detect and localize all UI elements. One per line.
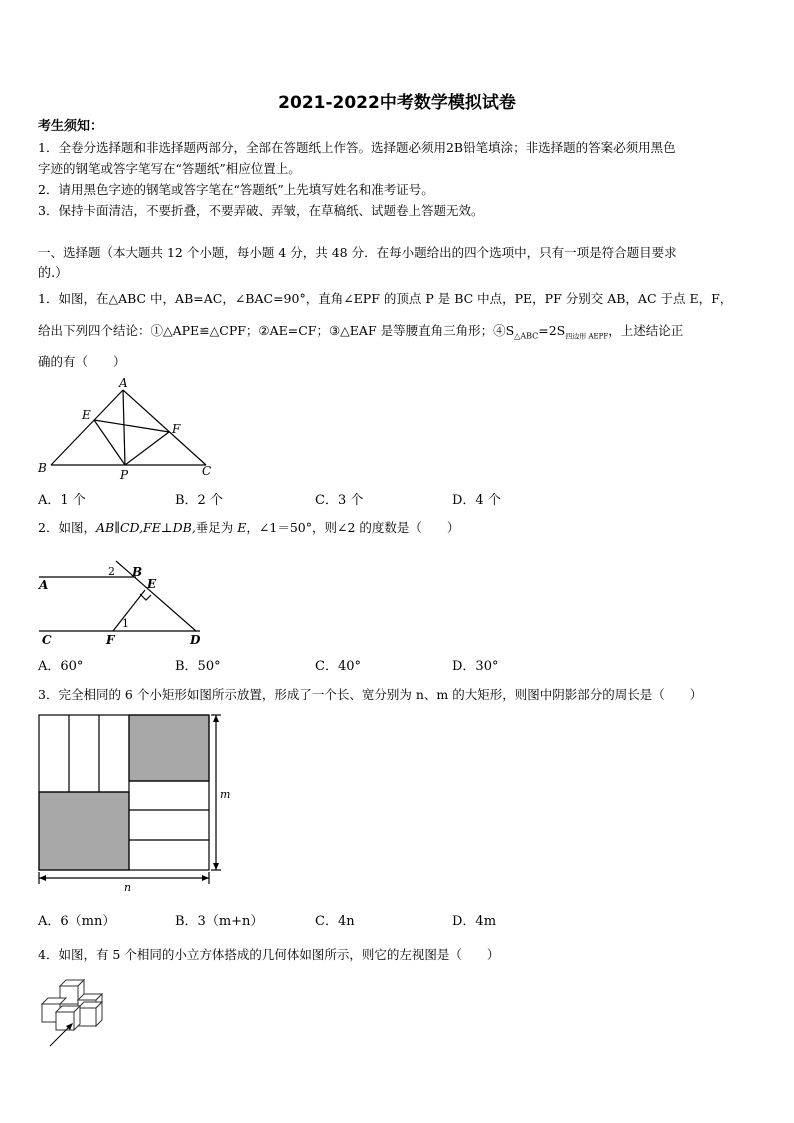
q1-option-d: D．4 个: [452, 493, 501, 508]
q2-math: E: [233, 520, 247, 535]
q1-option-c: C．3 个: [315, 493, 364, 508]
q2-label-d: D: [190, 633, 201, 647]
q3-shaded-rect: [39, 792, 129, 870]
q2-text-part: 2．如图，: [38, 520, 96, 535]
q2-text-part: 垂足为: [195, 520, 234, 535]
q3-text: 3．完全相同的 6 个小矩形如图所示放置，形成了一个长、宽分别为 n、m 的大矩形，则图中阴影部分的周长是（ ）: [38, 687, 703, 702]
q1-label-c: C: [202, 464, 212, 478]
q3-label-n: n: [124, 881, 132, 894]
q2-label-e: E: [147, 577, 157, 591]
q2-option-b: B．50°: [175, 659, 221, 674]
q4-text: 4．如图，有 5 个相同的小立方体搭成的几何体如图所示，则它的左视图是（ ）: [38, 947, 500, 962]
q3-label-m: m: [220, 788, 231, 801]
q1-text-part: 给出下列四个结论：①△APE≌△CPF；②AE=CF；③△EAF 是等腰直角三角形；④S: [38, 323, 515, 338]
notice-item: 字迹的钢笔或答字笔写在“答题纸”相应位置上。: [38, 161, 301, 176]
page-title: 2021-2022中考数学模拟试卷: [278, 93, 516, 113]
q2-label-f: F: [106, 633, 115, 647]
q2-label-b: B: [132, 565, 143, 579]
q1-text-part: ，上述结论正: [608, 323, 684, 338]
q1-sub: 四边形 AEPF: [565, 332, 609, 341]
q2-option-c: C．40°: [315, 659, 361, 674]
q1-label-f: F: [172, 422, 181, 436]
q2-text-part: ，∠1＝50°，则∠2 的度数是（ ）: [246, 520, 460, 535]
q3-figure: [36, 712, 236, 897]
q4-figure: [36, 978, 136, 1053]
notice-item: 2．请用黑色字迹的钢笔或答字笔在“答题纸”上先填写姓名和准考证号。: [38, 182, 434, 197]
q1-text-line3: 确的有（ ）: [38, 354, 126, 369]
q3-option-b: B．3（m+n）: [175, 914, 264, 929]
q1-sub: △ABC: [514, 331, 539, 341]
q1-label-b: B: [38, 461, 47, 475]
q2-option-a: A．60°: [38, 659, 84, 674]
q2-angle-1: 1: [122, 617, 129, 630]
notice-item: 1．全卷分选择题和非选择题两部分，全部在答题纸上作答。选择题必须用2B铅笔填涂；非选择题的答案必须用黑色: [38, 140, 676, 155]
q3-shaded-rect: [129, 715, 209, 781]
q1-option-a: A．1 个: [38, 493, 86, 508]
q1-figure: [36, 375, 216, 485]
q1-label-p: P: [120, 468, 129, 482]
notice-heading: 考生须知：: [38, 119, 104, 134]
q2-angle-2: 2: [108, 565, 115, 578]
q3-option-c: C．4n: [315, 914, 355, 929]
q2-figure: [36, 555, 216, 650]
q2-math: AB∥CD,FE⊥DB,: [95, 520, 196, 535]
q1-label-e: E: [82, 408, 91, 422]
q2-option-d: D．30°: [452, 659, 499, 674]
q1-text: 1．如图，在△ABC 中，AB=AC，∠BAC=90°，直角∠EPF 的顶点 P 是 BC 中点，PE，PF 分别交 AB，AC 于点 E，F，: [38, 291, 733, 306]
q1-text-part: =2S: [538, 323, 566, 338]
q1-text-line2: [38, 322, 683, 346]
q2-label-a: A: [39, 578, 49, 592]
q2-text: [38, 519, 459, 537]
q1-option-b: B．2 个: [175, 493, 223, 508]
notice-item: 3．保持卡面清洁，不要折叠，不要弄破、弄皱，在草稿纸、试题卷上答题无效。: [38, 203, 484, 218]
q3-option-a: A．6（mn）: [38, 914, 116, 929]
q2-label-c: C: [42, 633, 52, 647]
section-heading: 一、选择题（本大题共 12 个小题，每小题 4 分，共 48 分．在每小题给出的四个选项中，只有一项是符合题目要求: [38, 245, 677, 260]
section-heading-cont: 的.）: [38, 266, 69, 281]
q1-label-a: A: [119, 376, 128, 390]
q3-option-d: D．4m: [452, 914, 497, 929]
